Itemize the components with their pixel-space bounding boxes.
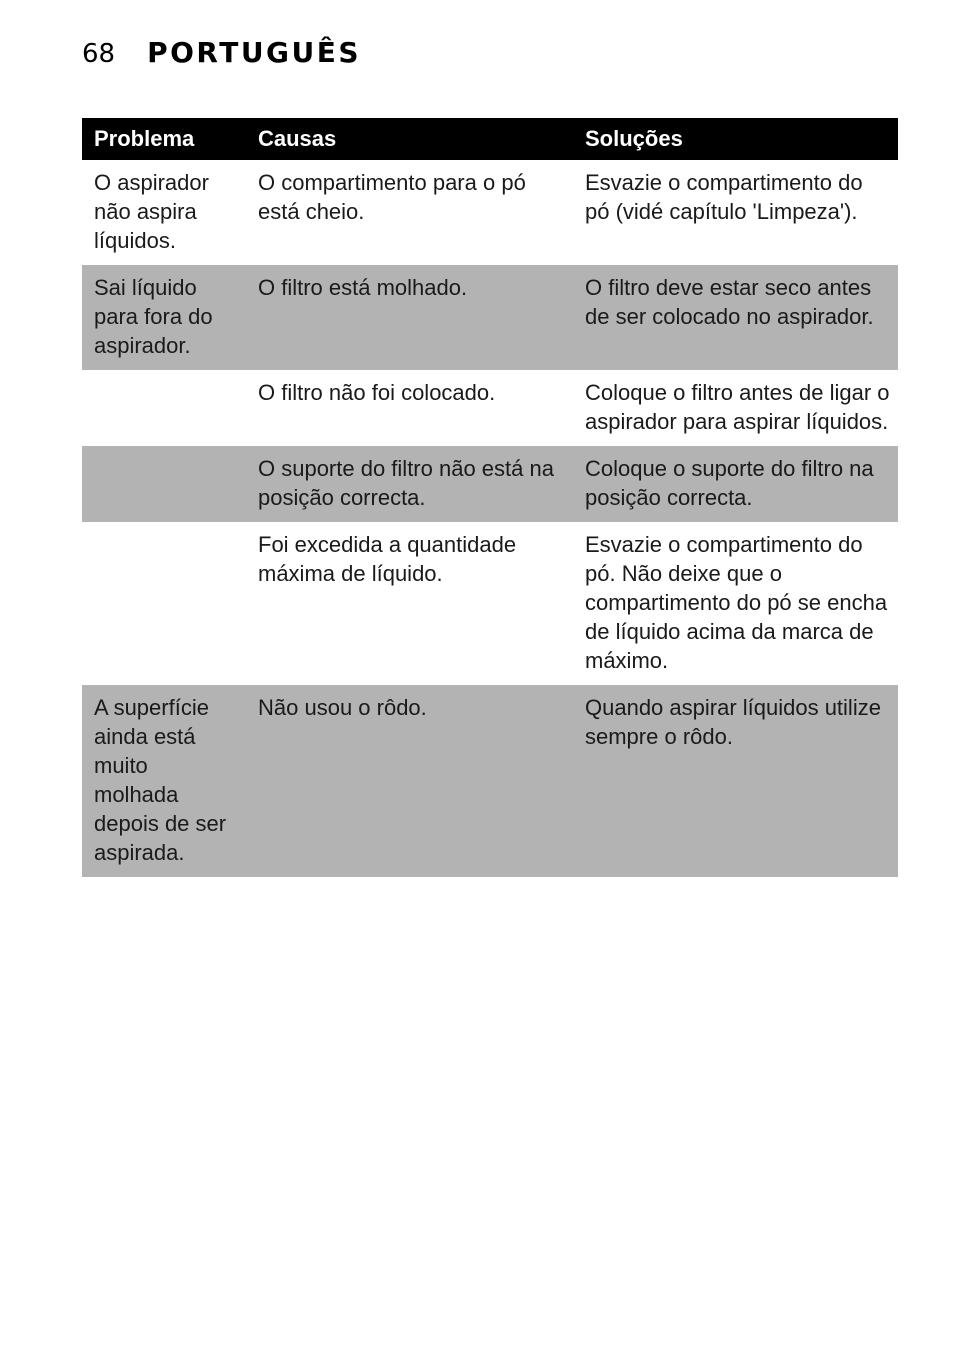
cause-cell: O filtro está molhado. [245, 265, 572, 370]
table-row [82, 522, 898, 685]
table-header [82, 118, 898, 160]
problem-cell [82, 446, 245, 522]
table-header-row [82, 118, 898, 160]
solution-cell: Esvazie o compartimento do pó. Não deixe que o compartimento do pó se encha de líquido acima da marca de máximo. [585, 532, 888, 673]
section-title: PORTUGUÊS [147, 36, 362, 69]
problem-cell: Sai líquido para fora do aspirador. [82, 265, 245, 370]
troubleshooting-table [82, 118, 898, 877]
solution-cell: Esvazie o compartimento do pó (vidé capítulo 'Limpeza'). [585, 170, 863, 224]
solution-cell: Coloque o filtro antes de ligar o aspirador para aspirar líquidos. [585, 380, 890, 434]
table-body [82, 160, 898, 877]
problem-cell [82, 522, 245, 685]
table-row [82, 160, 898, 265]
cause-cell: Não usou o rôdo. [245, 685, 572, 877]
page-header [82, 36, 361, 76]
problem-cell: A superfície ainda está muito molhada depois de ser aspirada. [82, 685, 245, 877]
solution-cell: Quando aspirar líquidos utilize sempre o rôdo. [572, 685, 898, 877]
cause-cell: O suporte do filtro não está na posição correcta. [245, 446, 572, 522]
column-header-solution: Soluções [572, 118, 898, 160]
page-number: 68 [82, 39, 116, 69]
column-header-problem: Problema [82, 118, 245, 160]
solution-cell: O filtro deve estar seco antes de ser colocado no aspirador. [572, 265, 898, 370]
cause-cell: O compartimento para o pó está cheio. [258, 170, 526, 224]
cause-cell: Foi excedida a quantidade máxima de líquido. [258, 532, 517, 586]
problem-cell [82, 370, 245, 446]
column-header-cause: Causas [245, 118, 572, 160]
table-row [82, 370, 898, 446]
solution-cell: Coloque o suporte do filtro na posição correcta. [572, 446, 898, 522]
table-row [82, 446, 898, 522]
table-row [82, 265, 898, 370]
table-row [82, 685, 898, 877]
cause-cell: O filtro não foi colocado. [258, 380, 496, 405]
problem-cell: O aspirador não aspira líquidos. [94, 170, 209, 253]
